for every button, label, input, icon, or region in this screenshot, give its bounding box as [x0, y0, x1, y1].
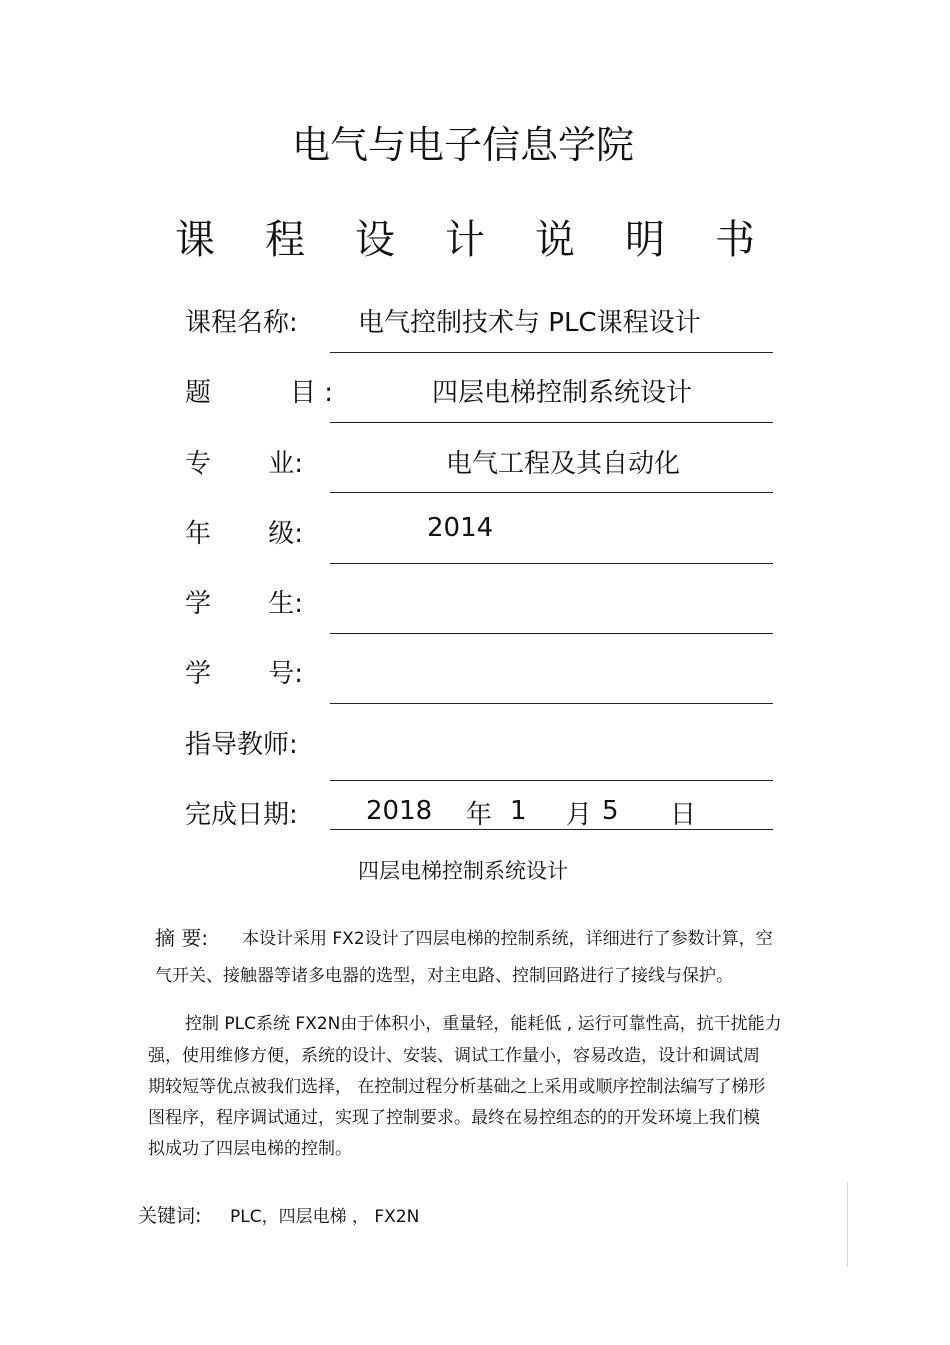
date-month: 1 [510, 796, 527, 826]
keywords-label: 关键词: [138, 1205, 202, 1227]
document-title-char: 计 [445, 217, 485, 263]
topic-label-char: 目 : [289, 378, 333, 408]
document-title-char: 课 [175, 217, 215, 263]
abstract-title: 四层电梯控制系统设计 [358, 859, 568, 883]
advisor-underline [330, 780, 773, 781]
document-title-char: 设 [355, 217, 395, 263]
keywords-values: PLC，四层电梯 ， FX2N [230, 1207, 420, 1227]
major-label-char: 业: [268, 449, 303, 479]
date-year-unit: 年 [466, 800, 493, 830]
major-label [185, 443, 303, 480]
major-label-char: 专 [185, 449, 212, 479]
student-id-label-char: 学 [185, 659, 212, 689]
date-day: 5 [602, 796, 619, 826]
student-underline [330, 633, 773, 634]
date-year: 2018 [366, 796, 433, 826]
document-title-char: 明 [625, 217, 665, 263]
document-title-char: 书 [715, 217, 755, 263]
major-value: 电气工程及其自动化 [446, 449, 681, 479]
topic-label [185, 372, 333, 409]
abstract-line: 期较短等优点被我们选择， 在控制过程分析基础之上采用或顺序控制法编写了梯形 [148, 1077, 766, 1097]
abstract-line: 强，使用维修方便，系统的设计、安装、调试工作量小，容易改造，设计和调试周 [148, 1046, 760, 1066]
grade-underline [330, 563, 773, 564]
student-id-label [185, 653, 303, 690]
course-name-label: 课程名称: [185, 308, 298, 338]
topic-label-char: 题 [185, 378, 212, 408]
page-edge-line [847, 1182, 848, 1267]
document-title-char: 说 [535, 217, 575, 263]
student-label-char: 学 [185, 589, 212, 619]
date-month-unit: 月 [566, 800, 593, 830]
major-underline [330, 492, 773, 493]
abstract-line: 图程序，程序调试通过，实现了控制要求。最终在易控组态的的开发环境上我们模 [148, 1108, 760, 1128]
grade-label-char: 级: [268, 519, 303, 549]
abstract-line: 本设计采用 FX2设计了四层电梯的控制系统，详细进行了参数计算，空 [242, 929, 773, 949]
topic-value: 四层电梯控制系统设计 [432, 378, 693, 408]
topic-underline [330, 422, 773, 423]
abstract-line: 控制 PLC系统 FX2N由于体积小，重量轻，能耗低 , 运行可靠性高，抗干扰能力 [185, 1014, 782, 1034]
school-title: 电气与电子信息学院 [291, 123, 634, 167]
grade-label [185, 513, 303, 550]
date-underline [330, 829, 773, 830]
student-label [185, 583, 303, 620]
grade-label-char: 年 [185, 519, 212, 549]
document-title [175, 208, 755, 265]
date-label: 完成日期: [185, 800, 298, 830]
date-day-unit: 日 [670, 800, 697, 830]
grade-value: 2014 [427, 513, 494, 543]
student-id-label-char: 号: [268, 659, 303, 689]
student-id-underline [330, 703, 773, 704]
advisor-label: 指导教师: [185, 730, 298, 760]
abstract-label: 摘 要: [155, 926, 209, 950]
abstract-line: 拟成功了四层电梯的控制。 [148, 1139, 352, 1159]
course-name-value: 电气控制技术与 PLC课程设计 [358, 308, 701, 338]
abstract-line: 气开关、接触器等诸多电器的选型，对主电路、控制回路进行了接线与保护。 [155, 966, 733, 986]
course-name-underline [330, 352, 773, 353]
document-title-char: 程 [265, 217, 305, 263]
student-label-char: 生: [268, 589, 303, 619]
